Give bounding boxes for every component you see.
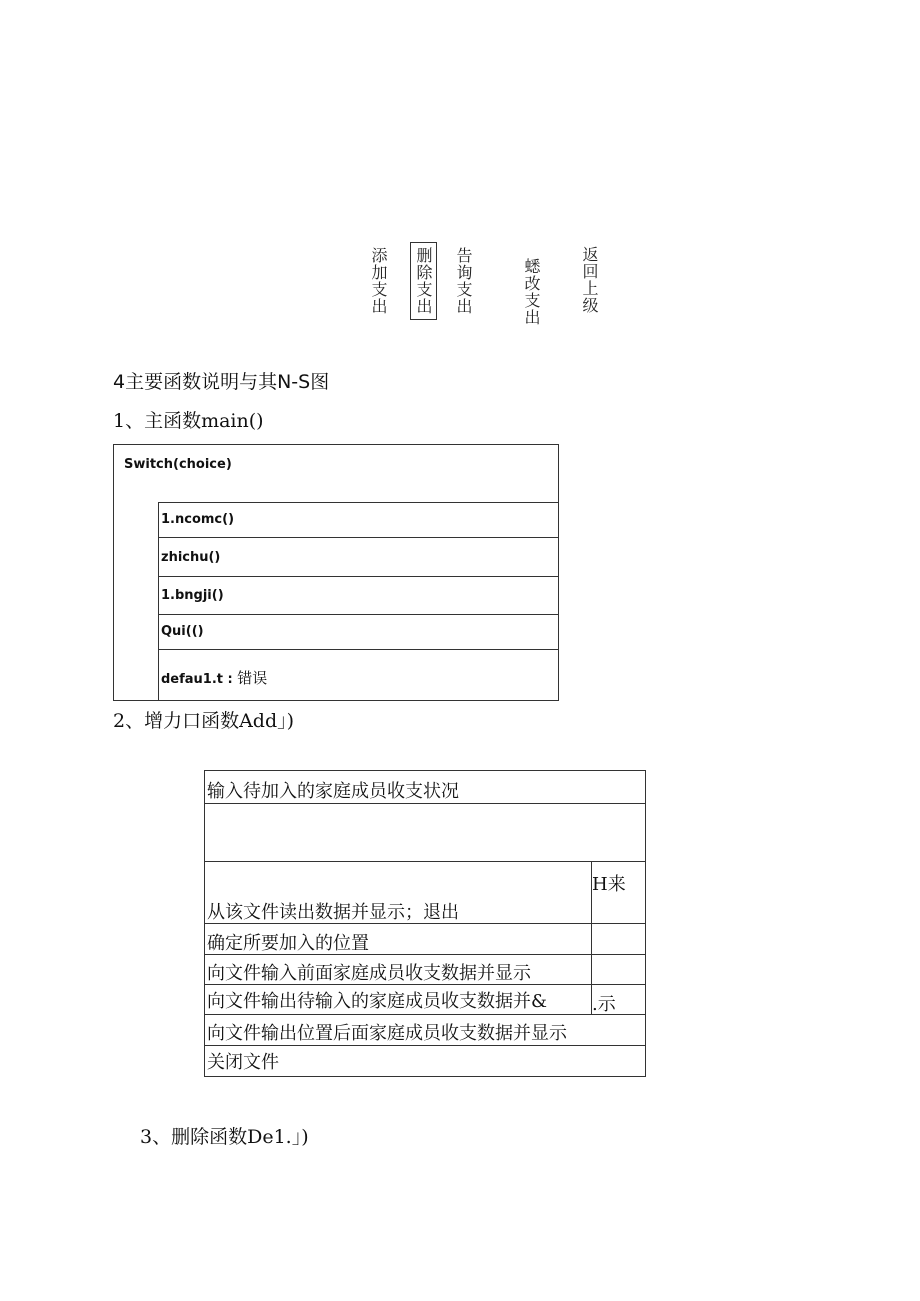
case-label: defau1.t : xyxy=(161,672,233,687)
diagram-row xyxy=(205,861,645,923)
row-text: 输入待加入的家庭成员收支状况 xyxy=(207,781,459,802)
del-fn-heading: 3、删除函数De1.」) xyxy=(140,1126,309,1148)
main-fn-heading: 1、主函数main() xyxy=(113,410,264,432)
row-text: 向文件输出待输入的家庭成员收支数据并& xyxy=(207,991,548,1012)
row-text: 向文件输出位置后面家庭成员收支数据并显示 xyxy=(207,1023,567,1044)
menu-item-add: 添加支出 xyxy=(369,247,388,315)
case-row-default xyxy=(158,649,559,701)
add-ns-diagram xyxy=(204,770,646,1077)
default-text: 错误 xyxy=(237,669,268,687)
case-row xyxy=(158,537,559,576)
case-row xyxy=(158,502,559,537)
row-text: 向文件输入前面家庭成员收支数据并显示 xyxy=(207,963,531,984)
row-text: 关闭文件 xyxy=(207,1052,279,1073)
diagram-row-empty xyxy=(205,803,645,861)
diagram-row xyxy=(205,1045,645,1076)
diagram-row xyxy=(205,984,645,1014)
menu-item-back: 返回上级 xyxy=(580,246,599,314)
menu-item-query: 告询支出 xyxy=(454,247,473,315)
row-text: 确定所要加入的位置 xyxy=(207,933,369,954)
section-title: 4主要函数说明与其N-S图 xyxy=(113,371,330,393)
case-label: Qui(() xyxy=(161,624,204,639)
case-row xyxy=(158,576,559,614)
diagram-row xyxy=(205,1014,645,1045)
diagram-row xyxy=(205,771,645,803)
case-label: zhichu() xyxy=(161,550,221,565)
diagram-row xyxy=(205,923,645,954)
switch-label: Switch(choice) xyxy=(124,457,232,472)
menu-item-delete: 删除支出 xyxy=(410,242,437,320)
row-side-text: H来 xyxy=(592,874,626,895)
row-side-text: .示 xyxy=(592,994,616,1015)
add-fn-heading: 2、增力口函数Add」) xyxy=(113,710,295,732)
menu-item-modify: 蟋改支出 xyxy=(522,258,541,326)
main-ns-diagram xyxy=(113,444,559,701)
case-row xyxy=(158,614,559,649)
case-label: 1.bngji() xyxy=(161,588,224,603)
case-label: 1.ncomc() xyxy=(161,512,235,527)
row-text: 从该文件读出数据并显示；退出 xyxy=(207,902,459,923)
diagram-row xyxy=(205,954,645,984)
